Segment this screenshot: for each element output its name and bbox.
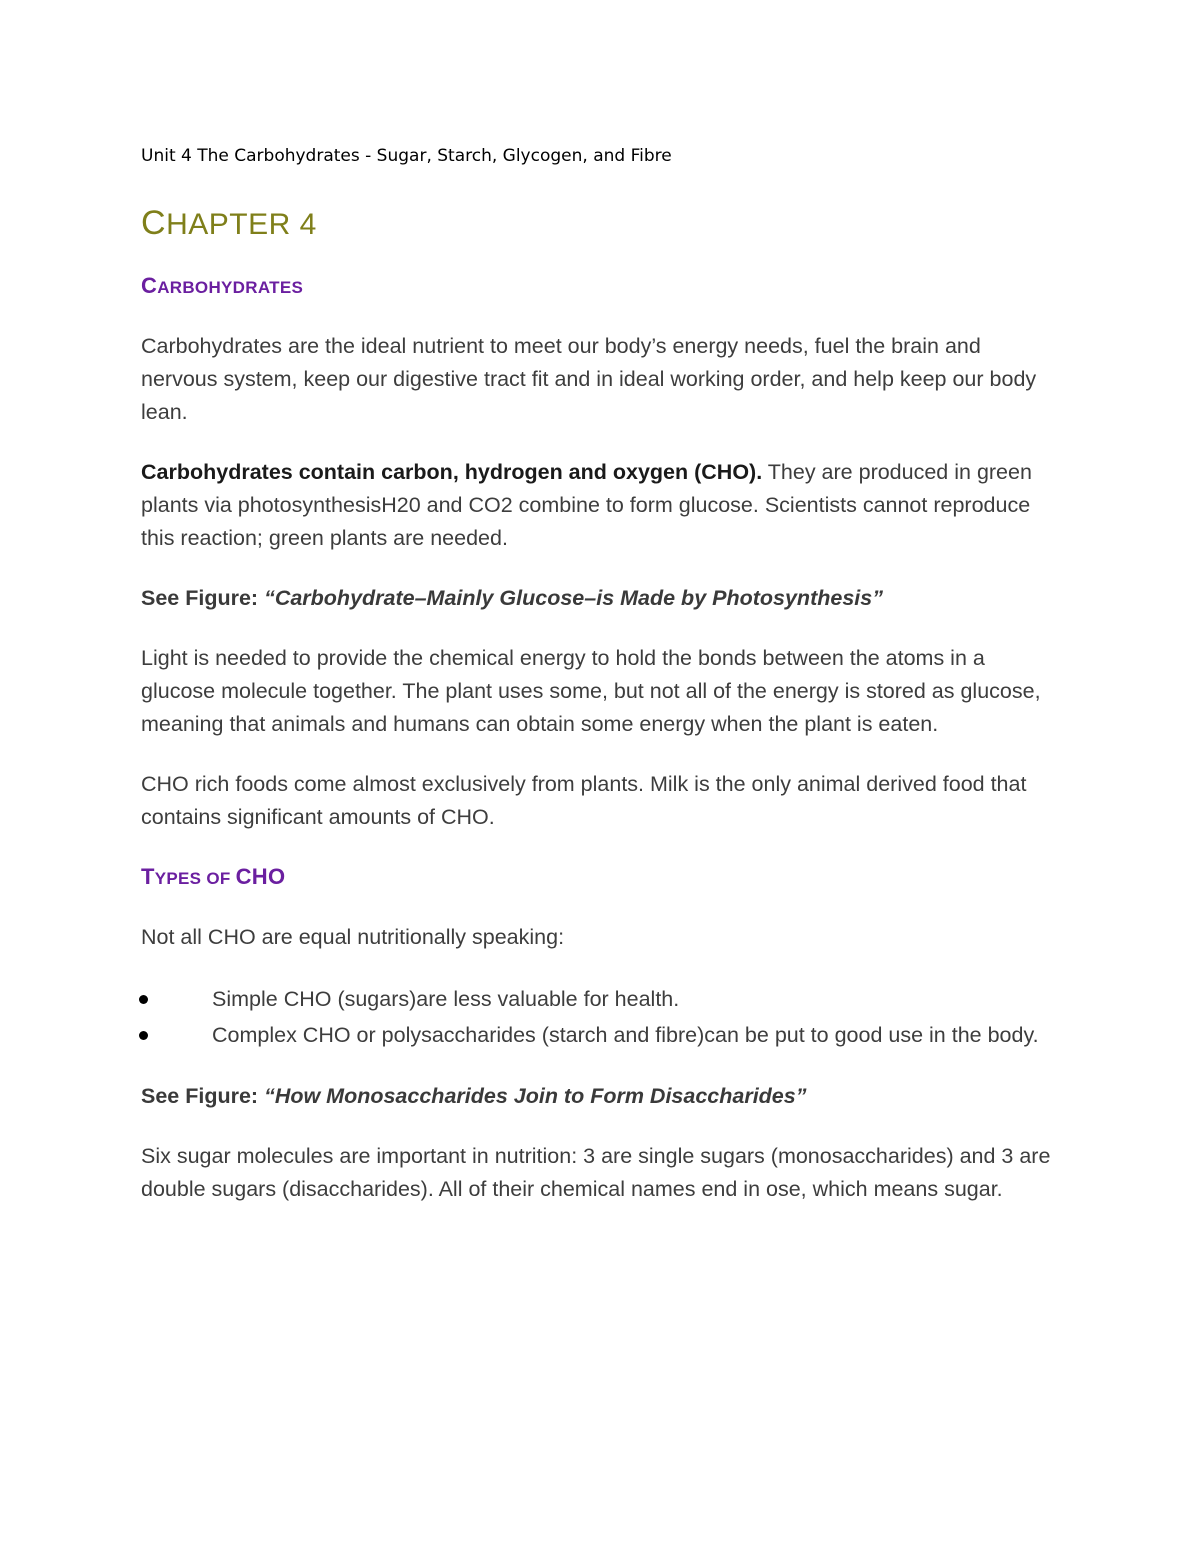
cho-paragraph-rest: They are produced in green plants via photosynthesisH20 and CO2 combine to form glucose. Scientists cannot reproduce this reaction; green plants are needed. xyxy=(141,460,1032,550)
chapter-heading-initial: C xyxy=(141,204,167,242)
list-item xyxy=(141,981,1061,1017)
figure-label: See Figure: xyxy=(141,586,265,610)
bullet-icon xyxy=(139,1031,148,1040)
list-item-text: Complex CHO or polysaccharides (starch and fibre)can be put to good use in the body. xyxy=(212,1023,1039,1047)
cho-foods-paragraph: CHO rich foods come almost exclusively from plants. Milk is the only animal derived food that contains significant amounts of CHO. xyxy=(141,772,1027,829)
figure-reference-photosynthesis xyxy=(141,582,1061,615)
figure-reference-disaccharides xyxy=(141,1080,1061,1113)
types-cho: CHO xyxy=(235,864,286,889)
figure-label: See Figure: xyxy=(141,1084,265,1108)
cho-bold-statement: Carbohydrates contain carbon, hydrogen and oxygen (CHO). xyxy=(141,460,763,484)
figure-title: “Carbohydrate–Mainly Glucose–is Made by Photosynthesis” xyxy=(264,586,883,610)
section-heading-rest: ARBOHYDRATES xyxy=(157,278,304,297)
chapter-heading xyxy=(141,203,1061,245)
section-heading-initial: C xyxy=(141,273,158,298)
types-initial: T xyxy=(141,864,155,889)
bullet-icon xyxy=(139,995,148,1004)
intro-paragraph: Carbohydrates are the ideal nutrient to meet our body’s energy needs, fuel the brain and nervous system, keep our digestive tract fit and in ideal working order, and help keep our body lean. xyxy=(141,334,1037,424)
list-item-text: Simple CHO (sugars)are less valuable for health. xyxy=(212,987,680,1011)
section-heading-carbohydrates xyxy=(141,271,1061,303)
light-paragraph: Light is needed to provide the chemical energy to hold the bonds between the atoms in a glucose molecule together. The plant uses some, but not all of the energy is stored as glucose, meaning that animals and humans can obtain some energy when the plant is eaten. xyxy=(141,646,1041,736)
six-sugar-paragraph: Six sugar molecules are important in nutrition: 3 are single sugars (monosaccharides) and 3 are double sugars (disaccharides). All of their chemical names end in ose, which means sugar. xyxy=(141,1144,1051,1201)
unit-title: Unit 4 The Carbohydrates - Sugar, Starch, Glycogen, and Fibre xyxy=(141,146,672,166)
section-heading-types-of-cho xyxy=(141,862,1061,894)
not-all-paragraph: Not all CHO are equal nutritionally speaking: xyxy=(141,925,565,949)
cho-paragraph xyxy=(141,456,1061,555)
list-item xyxy=(141,1017,1061,1053)
document-content xyxy=(141,143,1061,1206)
cho-types-list xyxy=(141,981,1061,1053)
types-of: OF xyxy=(201,869,236,888)
chapter-heading-rest: HAPTER 4 xyxy=(166,208,317,241)
types-rest: YPES xyxy=(154,869,202,888)
figure-title: “How Monosaccharides Join to Form Disaccharides” xyxy=(264,1084,807,1108)
